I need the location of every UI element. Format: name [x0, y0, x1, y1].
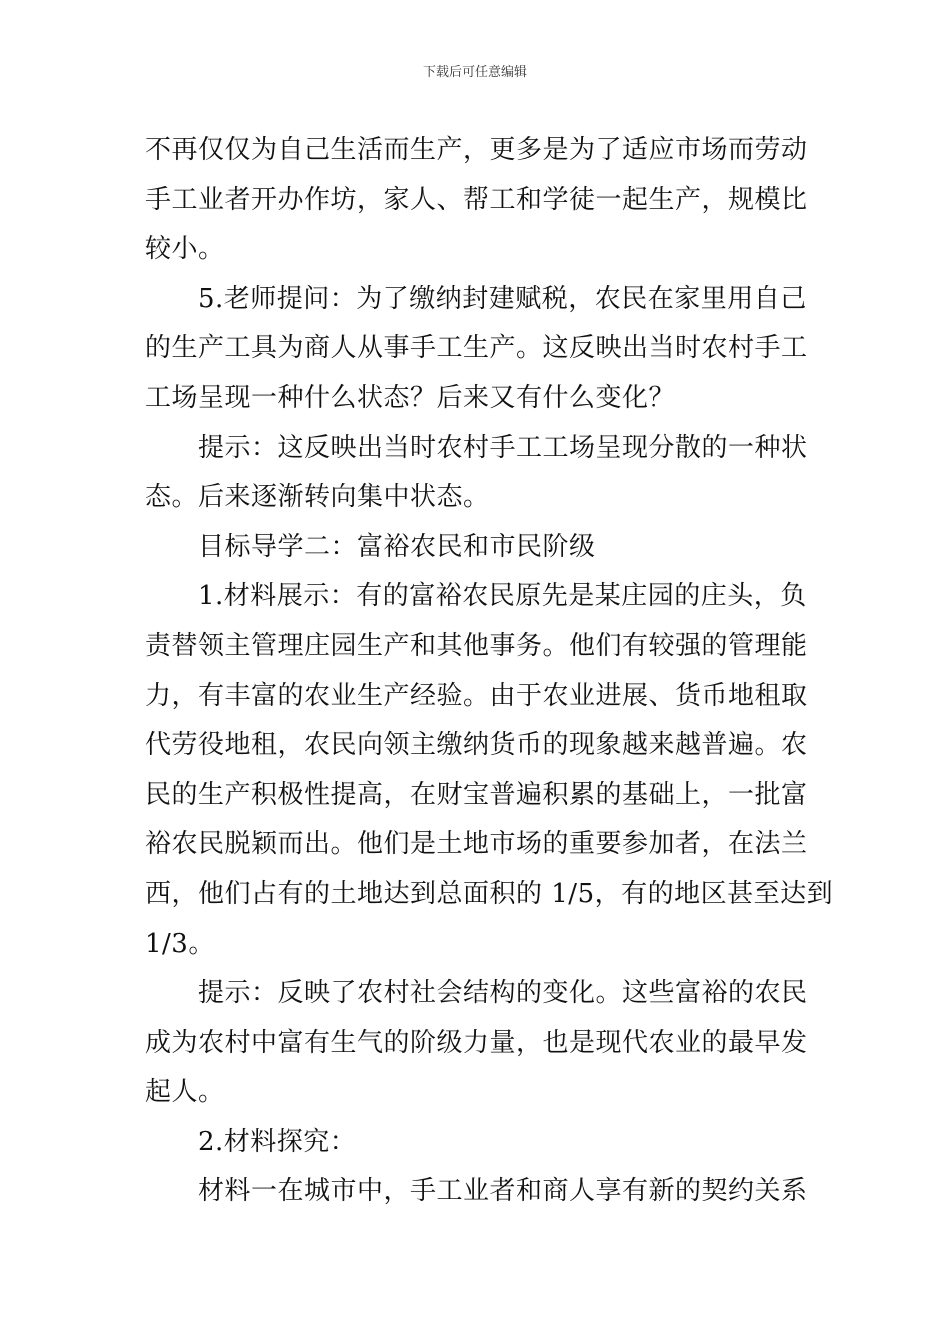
section-heading: 目标导学二：富裕农民和市民阶级	[198, 531, 596, 562]
text-line: 较小。	[145, 234, 225, 265]
text-line: 的生产工具为商人从事手工生产。这反映出当时农村手工	[145, 333, 808, 364]
text-line: 手工业者开办作坊，家人、帮工和学徒一起生产，规模比	[145, 184, 808, 215]
material-line: 材料一在城市中，手工业者和商人享有新的契约关系	[198, 1176, 808, 1207]
text-line: 力，有丰富的农业生产经验。由于农业进展、货币地租取	[145, 680, 808, 711]
text-line: 工场呈现一种什么状态？后来又有什么变化？	[145, 382, 676, 413]
document-body	[145, 126, 834, 1217]
text-line: 西，他们占有的土地达到总面积的 1/5，有的地区甚至达到	[145, 878, 834, 909]
text-line: 不再仅仅为自己生活而生产，更多是为了适应市场而劳动	[145, 135, 808, 165]
text-line: 责替领主管理庄园生产和其他事务。他们有较强的管理能	[145, 630, 808, 661]
text-line: 裕农民脱颖而出。他们是土地市场的重要参加者，在法兰	[145, 829, 808, 860]
text-line: 1/3。	[145, 928, 215, 959]
material-inquiry-line: 2.材料探究：	[198, 1126, 357, 1157]
text-line: 成为农村中富有生气的阶级力量，也是现代农业的最早发	[145, 1027, 808, 1058]
material-line: 1.材料展示：有的富裕农民原先是某庄园的庄头，负	[198, 581, 807, 612]
text-line: 起人。	[145, 1077, 225, 1108]
text-line: 民的生产积极性提高，在财宝普遍积累的基础上，一批富	[145, 779, 808, 810]
hint-line: 提示：反映了农村社会结构的变化。这些富裕的农民	[198, 978, 808, 1009]
text-line: 态。后来逐渐转向集中状态。	[145, 482, 490, 513]
hint-line: 提示：这反映出当时农村手工工场呈现分散的一种状	[198, 432, 808, 463]
text-line: 代劳役地租，农民向领主缴纳货币的现象越来越普遍。农	[145, 730, 808, 761]
page-header: 下载后可任意编辑	[422, 65, 527, 80]
question-line: 5.老师提问：为了缴纳封建赋税，农民在家里用自己	[198, 283, 807, 314]
